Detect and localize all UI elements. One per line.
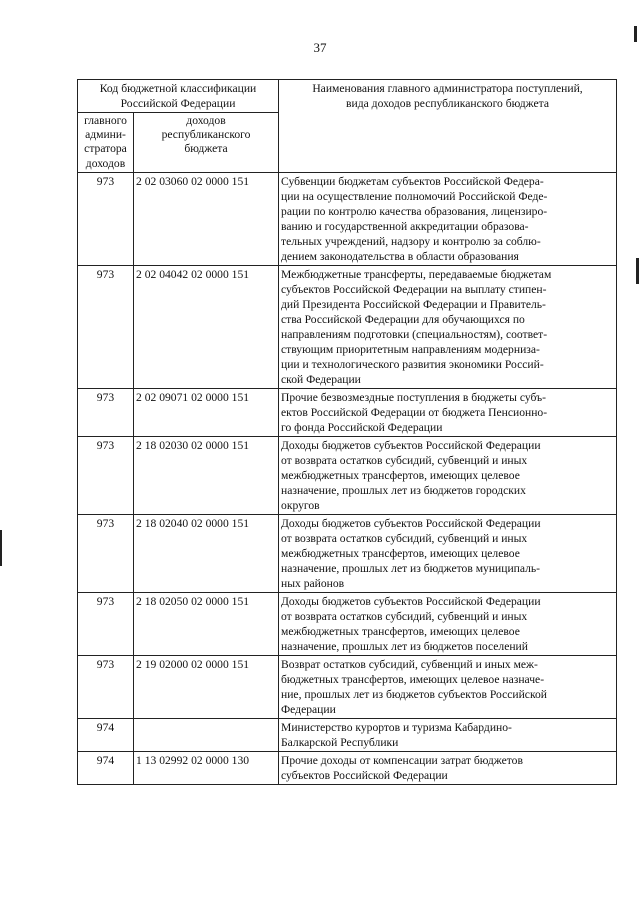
name-line: назначение, прошлых лет из бюджетов поселений bbox=[281, 639, 528, 653]
table-row bbox=[78, 655, 617, 718]
table-row bbox=[78, 718, 617, 751]
name-line: ние, прошлых лет из бюджетов субъектов Российской bbox=[281, 687, 547, 701]
revenue-code-cell: 2 02 04042 02 0000 151 bbox=[134, 265, 279, 388]
name-line: рации по контролю качества образования, лицензиро- bbox=[281, 204, 548, 218]
name-line: субъектов Российской Федерации на выплату стипен- bbox=[281, 282, 547, 296]
name-line: ции и технологического развития экономики Россий- bbox=[281, 357, 544, 371]
scan-edge-mark-right bbox=[636, 258, 639, 284]
name-line: ства Российской Федерации для обучающихся по bbox=[281, 312, 525, 326]
name-line: бюджетных трансфертов, имеющих целевое назначе- bbox=[281, 672, 545, 686]
revenue-code-cell: 2 02 09071 02 0000 151 bbox=[134, 388, 279, 436]
name-line: ных районов bbox=[281, 576, 345, 590]
name-line: Федерации bbox=[281, 702, 336, 716]
budget-classification-table bbox=[77, 79, 617, 785]
revenue-name-cell bbox=[279, 436, 617, 514]
admin-code-cell: 973 bbox=[78, 436, 134, 514]
name-line: назначение, прошлых лет из бюджетов городских bbox=[281, 483, 526, 497]
revenue-code-cell: 2 19 02000 02 0000 151 bbox=[134, 655, 279, 718]
revenue-name-cell bbox=[279, 172, 617, 265]
header-chief-administrator: главного админи- стратора доходов bbox=[78, 113, 134, 173]
revenue-code-cell: 2 18 02040 02 0000 151 bbox=[134, 514, 279, 592]
admin-code-cell: 974 bbox=[78, 718, 134, 751]
table-row bbox=[78, 172, 617, 265]
name-line: межбюджетных трансфертов, имеющих целевое bbox=[281, 624, 520, 638]
table-row bbox=[78, 265, 617, 388]
name-line: ции на осуществление полномочий Российской Феде- bbox=[281, 189, 548, 203]
name-line: субъектов Российской Федерации bbox=[281, 768, 448, 782]
name-line: Прочие безвозмездные поступления в бюджеты субъ- bbox=[281, 390, 546, 404]
admin-code-cell: 973 bbox=[78, 655, 134, 718]
name-line: Министерство курортов и туризма Кабардино- bbox=[281, 720, 512, 734]
revenue-code-cell: 2 18 02050 02 0000 151 bbox=[134, 592, 279, 655]
admin-code-cell: 973 bbox=[78, 514, 134, 592]
admin-code-cell: 974 bbox=[78, 751, 134, 784]
name-line: ствующим приоритетным направлениям модерниза- bbox=[281, 342, 540, 356]
name-line: дением законодательства в области образования bbox=[281, 249, 519, 263]
name-line: от возврата остатков субсидий, субвенций и иных bbox=[281, 609, 528, 623]
name-line: от возврата остатков субсидий, субвенций и иных bbox=[281, 453, 528, 467]
table-body bbox=[78, 172, 617, 784]
name-line: назначение, прошлых лет из бюджетов муниципаль- bbox=[281, 561, 541, 575]
header-republican-budget-revenues: доходов республиканского бюджета bbox=[134, 113, 279, 173]
name-line: ектов Российской Федерации от бюджета Пенсионно- bbox=[281, 405, 548, 419]
table-row bbox=[78, 436, 617, 514]
revenue-name-cell bbox=[279, 388, 617, 436]
name-line: от возврата остатков субсидий, субвенций и иных bbox=[281, 531, 528, 545]
revenue-code-cell: 2 18 02030 02 0000 151 bbox=[134, 436, 279, 514]
name-line: Межбюджетные трансферты, передаваемые бюджетам bbox=[281, 267, 552, 281]
revenue-name-cell bbox=[279, 592, 617, 655]
header-name-column: Наименования главного администратора поступлений, вида доходов республиканского бюджета bbox=[279, 80, 617, 173]
name-line: дий Президента Российской Федерации и Правитель- bbox=[281, 297, 546, 311]
scan-edge-mark-top bbox=[634, 26, 637, 42]
name-line: Балкарской Республики bbox=[281, 735, 399, 749]
name-line: Возврат остатков субсидий, субвенций и иных меж- bbox=[281, 657, 538, 671]
revenue-name-cell bbox=[279, 514, 617, 592]
name-line: межбюджетных трансфертов, имеющих целевое bbox=[281, 546, 520, 560]
name-line: Доходы бюджетов субъектов Российской Федерации bbox=[281, 594, 541, 608]
admin-code-cell: 973 bbox=[78, 172, 134, 265]
revenue-code-cell: 2 02 03060 02 0000 151 bbox=[134, 172, 279, 265]
revenue-code-cell bbox=[134, 718, 279, 751]
name-line: Субвенции бюджетам субъектов Российской Федера- bbox=[281, 174, 544, 188]
name-line: ской Федерации bbox=[281, 372, 361, 386]
name-line: направлениям подготовки (специальностям), соответ- bbox=[281, 327, 548, 341]
name-line: межбюджетных трансфертов, имеющих целевое bbox=[281, 468, 520, 482]
table-row bbox=[78, 751, 617, 784]
name-line: го фонда Российской Федерации bbox=[281, 420, 443, 434]
table-row bbox=[78, 388, 617, 436]
name-line: тельных учреждений, надзору и контролю за соблю- bbox=[281, 234, 541, 248]
page-number: 37 bbox=[313, 40, 327, 55]
header-row-group bbox=[78, 80, 617, 113]
revenue-code-cell: 1 13 02992 02 0000 130 bbox=[134, 751, 279, 784]
admin-code-cell: 973 bbox=[78, 265, 134, 388]
name-line: ванию и государственной аккредитации образова- bbox=[281, 219, 529, 233]
revenue-name-cell bbox=[279, 265, 617, 388]
admin-code-cell: 973 bbox=[78, 592, 134, 655]
name-line: Доходы бюджетов субъектов Российской Федерации bbox=[281, 516, 541, 530]
name-line: Доходы бюджетов субъектов Российской Федерации bbox=[281, 438, 541, 452]
scan-edge-mark-left bbox=[0, 530, 2, 566]
table-row bbox=[78, 592, 617, 655]
table-row bbox=[78, 514, 617, 592]
revenue-name-cell bbox=[279, 718, 617, 751]
header-budget-classification-code: Код бюджетной классификации Российской Федерации bbox=[78, 80, 279, 113]
revenue-name-cell bbox=[279, 751, 617, 784]
name-line: Прочие доходы от компенсации затрат бюджетов bbox=[281, 753, 523, 767]
revenue-name-cell bbox=[279, 655, 617, 718]
admin-code-cell: 973 bbox=[78, 388, 134, 436]
name-line: округов bbox=[281, 498, 320, 512]
